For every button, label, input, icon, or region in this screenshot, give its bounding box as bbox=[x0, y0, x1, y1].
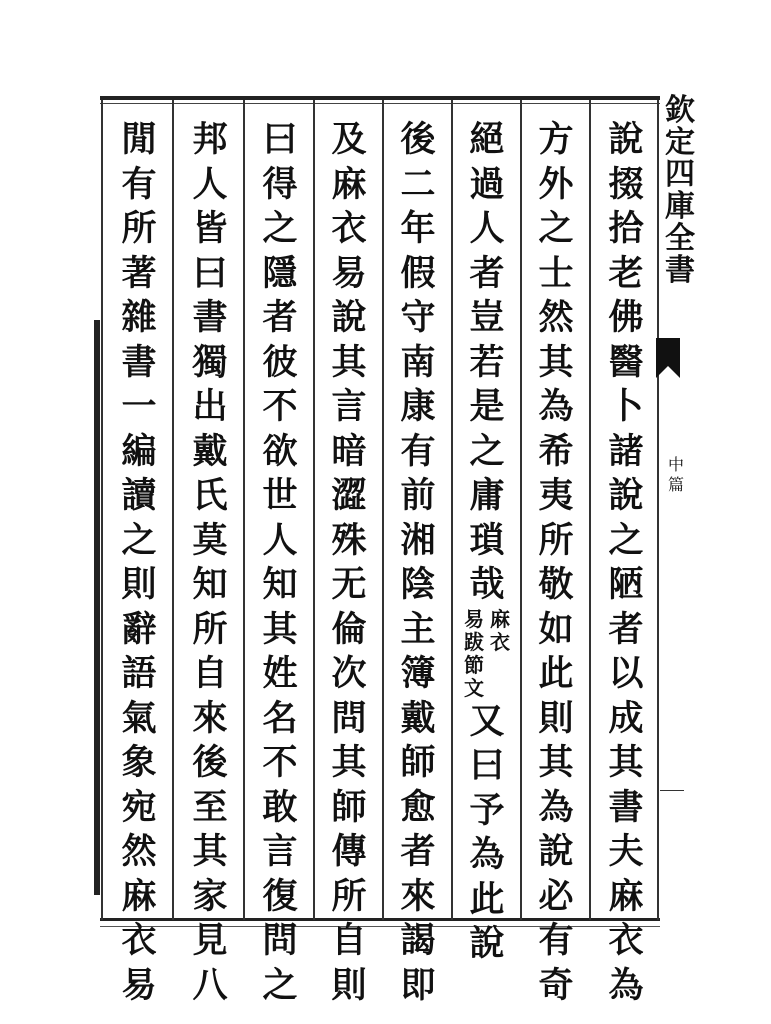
text-glyph: 陋 bbox=[608, 564, 644, 605]
text-glyph: 即 bbox=[400, 964, 436, 1006]
text-glyph: 衣 bbox=[121, 920, 157, 961]
note-glyph: 跋 bbox=[464, 629, 484, 654]
column-rule bbox=[172, 100, 174, 920]
text-column-8 bbox=[111, 118, 167, 1006]
text-glyph: 衣 bbox=[608, 920, 644, 961]
text-glyph: 曰 bbox=[262, 119, 298, 160]
text-glyph: 宛 bbox=[121, 786, 157, 828]
text-glyph: 方 bbox=[538, 119, 574, 160]
text-glyph: 則 bbox=[538, 697, 574, 739]
text-glyph: 此 bbox=[538, 653, 574, 694]
inline-note-right bbox=[487, 608, 513, 700]
text-glyph: 是 bbox=[469, 386, 505, 427]
text-glyph: 一 bbox=[121, 386, 157, 427]
text-glyph: 自 bbox=[331, 920, 367, 961]
text-glyph: 澀 bbox=[331, 475, 367, 516]
note-glyph: 易 bbox=[464, 606, 484, 631]
text-glyph: 為 bbox=[608, 964, 644, 1006]
text-glyph: 知 bbox=[262, 564, 298, 605]
text-glyph: 士 bbox=[538, 252, 574, 294]
text-glyph: 戴 bbox=[192, 430, 228, 472]
text-glyph: 過 bbox=[469, 163, 505, 205]
text-glyph: 必 bbox=[538, 875, 574, 917]
text-glyph: 殊 bbox=[331, 519, 367, 561]
column-rule bbox=[520, 100, 522, 920]
text-glyph: 之 bbox=[121, 519, 157, 561]
text-glyph: 欲 bbox=[262, 430, 298, 472]
text-glyph: 人 bbox=[262, 519, 298, 561]
column-rule bbox=[243, 100, 245, 920]
column-rule bbox=[101, 100, 103, 920]
margin-tick bbox=[660, 790, 684, 791]
text-glyph: 予 bbox=[469, 789, 505, 831]
text-glyph: 守 bbox=[400, 297, 436, 338]
text-glyph: 老 bbox=[608, 252, 644, 294]
text-glyph: 書 bbox=[121, 341, 157, 383]
text-glyph: 皆 bbox=[192, 208, 228, 249]
text-glyph: 姓 bbox=[262, 653, 298, 694]
text-glyph: 謁 bbox=[400, 920, 436, 961]
text-glyph: 問 bbox=[262, 920, 298, 961]
text-glyph: 象 bbox=[121, 742, 157, 783]
text-glyph: 獨 bbox=[192, 341, 228, 383]
text-glyph: 麻 bbox=[331, 163, 367, 205]
text-glyph: 來 bbox=[192, 697, 228, 739]
title-glyph: 書 bbox=[665, 253, 695, 288]
text-glyph: 書 bbox=[192, 297, 228, 338]
text-glyph: 八 bbox=[192, 964, 228, 1006]
text-glyph: 以 bbox=[608, 653, 644, 694]
text-glyph: 曰 bbox=[469, 745, 505, 786]
text-glyph: 諸 bbox=[608, 430, 644, 472]
section-label-margin bbox=[664, 455, 688, 495]
text-glyph: 莫 bbox=[192, 519, 228, 561]
column-rule bbox=[451, 100, 453, 920]
text-glyph: 衣 bbox=[331, 208, 367, 249]
text-glyph: 拾 bbox=[608, 208, 644, 249]
text-glyph: 主 bbox=[400, 608, 436, 650]
text-glyph: 奇 bbox=[538, 964, 574, 1006]
text-glyph: 不 bbox=[262, 386, 298, 427]
text-glyph: 其 bbox=[608, 742, 644, 783]
title-glyph: 全 bbox=[665, 221, 695, 256]
text-glyph: 倫 bbox=[331, 608, 367, 650]
column-rule bbox=[589, 100, 591, 920]
text-glyph: 知 bbox=[192, 564, 228, 605]
text-glyph: 師 bbox=[331, 786, 367, 828]
text-column-6 bbox=[252, 118, 308, 1006]
text-column-4 bbox=[390, 118, 446, 1006]
text-glyph: 語 bbox=[121, 653, 157, 694]
text-glyph: 簿 bbox=[400, 653, 436, 694]
text-glyph: 敬 bbox=[538, 564, 574, 605]
text-glyph: 者 bbox=[608, 608, 644, 650]
inline-note-left bbox=[461, 608, 487, 700]
text-glyph: 麻 bbox=[608, 875, 644, 917]
text-glyph: 豈 bbox=[469, 297, 505, 338]
text-glyph: 辭 bbox=[121, 608, 157, 650]
text-glyph: 年 bbox=[400, 208, 436, 249]
text-glyph: 邦 bbox=[192, 119, 228, 160]
text-column-5 bbox=[321, 118, 377, 1006]
note-glyph: 文 bbox=[464, 675, 484, 700]
text-glyph: 有 bbox=[400, 430, 436, 472]
text-glyph: 其 bbox=[538, 341, 574, 383]
text-glyph: 之 bbox=[608, 519, 644, 561]
text-glyph: 其 bbox=[192, 831, 228, 872]
text-glyph: 夫 bbox=[608, 831, 644, 872]
text-glyph: 及 bbox=[331, 119, 367, 160]
text-glyph: 後 bbox=[400, 119, 436, 160]
column-rule bbox=[382, 100, 384, 920]
text-glyph: 瑣 bbox=[469, 519, 505, 561]
text-glyph: 言 bbox=[262, 831, 298, 872]
text-glyph: 其 bbox=[262, 608, 298, 650]
text-glyph: 之 bbox=[469, 430, 505, 472]
section-glyph: 篇 bbox=[667, 475, 684, 494]
text-glyph: 氏 bbox=[192, 475, 228, 516]
text-glyph: 氣 bbox=[121, 697, 157, 739]
text-glyph: 次 bbox=[331, 653, 367, 694]
text-glyph: 暗 bbox=[331, 430, 367, 472]
text-glyph: 師 bbox=[400, 742, 436, 783]
text-glyph: 之 bbox=[262, 964, 298, 1006]
text-glyph: 得 bbox=[262, 163, 298, 205]
inline-note bbox=[459, 608, 515, 700]
text-glyph: 說 bbox=[469, 923, 505, 964]
text-glyph: 絕 bbox=[469, 119, 505, 160]
text-glyph: 說 bbox=[538, 831, 574, 872]
text-glyph: 傳 bbox=[331, 831, 367, 872]
text-column-7 bbox=[182, 118, 238, 1006]
column-rule bbox=[313, 100, 315, 920]
text-glyph: 言 bbox=[331, 386, 367, 427]
text-glyph: 南 bbox=[400, 341, 436, 383]
column-rule bbox=[657, 100, 659, 920]
text-glyph: 見 bbox=[192, 920, 228, 961]
text-column-3 bbox=[459, 118, 515, 964]
text-glyph: 之 bbox=[538, 208, 574, 249]
text-glyph: 人 bbox=[192, 163, 228, 205]
text-glyph: 者 bbox=[400, 831, 436, 872]
text-glyph: 其 bbox=[538, 742, 574, 783]
text-glyph: 醫 bbox=[608, 341, 644, 383]
text-glyph: 說 bbox=[608, 119, 644, 160]
text-glyph: 著 bbox=[121, 252, 157, 294]
text-glyph: 問 bbox=[331, 697, 367, 739]
text-glyph: 戴 bbox=[400, 697, 436, 739]
text-glyph: 家 bbox=[192, 875, 228, 917]
text-glyph: 湘 bbox=[400, 519, 436, 561]
text-glyph: 則 bbox=[121, 564, 157, 605]
text-glyph: 所 bbox=[331, 875, 367, 917]
text-glyph: 易 bbox=[121, 964, 157, 1006]
text-glyph: 庸 bbox=[469, 475, 505, 516]
section-glyph: 中 bbox=[667, 455, 684, 474]
text-glyph: 閒 bbox=[121, 119, 157, 160]
text-glyph: 若 bbox=[469, 341, 505, 383]
text-glyph: 曰 bbox=[192, 252, 228, 294]
text-glyph: 為 bbox=[538, 786, 574, 828]
note-glyph: 節 bbox=[464, 652, 484, 677]
title-glyph: 庫 bbox=[665, 189, 695, 224]
text-glyph: 卜 bbox=[608, 386, 644, 427]
text-glyph: 如 bbox=[538, 608, 574, 650]
title-glyph: 定 bbox=[665, 125, 695, 160]
text-glyph: 成 bbox=[608, 697, 644, 739]
text-glyph: 來 bbox=[400, 875, 436, 917]
text-glyph: 出 bbox=[192, 386, 228, 427]
text-glyph: 說 bbox=[331, 297, 367, 338]
text-glyph: 為 bbox=[538, 386, 574, 427]
text-glyph: 為 bbox=[469, 834, 505, 875]
note-glyph: 麻 bbox=[490, 606, 510, 631]
note-glyph: 衣 bbox=[490, 629, 510, 654]
text-glyph: 書 bbox=[608, 786, 644, 828]
text-glyph: 易 bbox=[331, 252, 367, 294]
text-glyph: 所 bbox=[121, 208, 157, 249]
page-border-top bbox=[100, 96, 660, 100]
text-glyph: 自 bbox=[192, 653, 228, 694]
text-glyph: 然 bbox=[538, 297, 574, 338]
text-glyph: 麻 bbox=[121, 875, 157, 917]
book-title-margin bbox=[660, 95, 700, 287]
text-glyph: 不 bbox=[262, 742, 298, 783]
text-glyph: 敢 bbox=[262, 786, 298, 828]
text-glyph: 說 bbox=[608, 475, 644, 516]
text-glyph: 夷 bbox=[538, 475, 574, 516]
title-glyph: 欽 bbox=[665, 93, 695, 128]
text-glyph: 此 bbox=[469, 878, 505, 920]
text-glyph: 名 bbox=[262, 697, 298, 739]
text-glyph: 彼 bbox=[262, 341, 298, 383]
text-glyph: 讀 bbox=[121, 475, 157, 516]
left-binding-edge bbox=[94, 320, 100, 895]
text-glyph: 有 bbox=[538, 920, 574, 961]
text-column-2 bbox=[528, 118, 584, 1006]
fish-tail-mark-icon bbox=[656, 338, 680, 378]
text-column-1 bbox=[598, 118, 654, 1006]
text-glyph: 者 bbox=[469, 252, 505, 294]
text-glyph: 隱 bbox=[262, 252, 298, 294]
text-glyph: 佛 bbox=[608, 297, 644, 338]
text-glyph: 前 bbox=[400, 475, 436, 516]
text-glyph: 所 bbox=[538, 519, 574, 561]
text-glyph: 然 bbox=[121, 831, 157, 872]
title-glyph: 四 bbox=[665, 157, 695, 192]
text-glyph: 則 bbox=[331, 964, 367, 1006]
page-border-top-inner bbox=[100, 103, 660, 104]
text-glyph: 陰 bbox=[400, 564, 436, 605]
text-glyph: 无 bbox=[331, 564, 367, 605]
text-glyph: 雜 bbox=[121, 297, 157, 338]
text-glyph: 哉 bbox=[469, 564, 505, 605]
text-glyph: 復 bbox=[262, 875, 298, 917]
text-glyph: 之 bbox=[262, 208, 298, 249]
text-glyph: 者 bbox=[262, 297, 298, 338]
text-glyph: 其 bbox=[331, 341, 367, 383]
text-glyph: 假 bbox=[400, 252, 436, 294]
text-glyph: 至 bbox=[192, 786, 228, 828]
text-glyph: 所 bbox=[192, 608, 228, 650]
text-glyph: 人 bbox=[469, 208, 505, 249]
text-glyph: 二 bbox=[400, 163, 436, 205]
text-glyph: 世 bbox=[262, 475, 298, 516]
text-glyph: 有 bbox=[121, 163, 157, 205]
text-glyph: 又 bbox=[469, 700, 505, 742]
text-glyph: 希 bbox=[538, 430, 574, 472]
text-glyph: 外 bbox=[538, 163, 574, 205]
text-glyph: 編 bbox=[121, 430, 157, 472]
text-glyph: 愈 bbox=[400, 786, 436, 828]
text-glyph: 其 bbox=[331, 742, 367, 783]
text-glyph: 後 bbox=[192, 742, 228, 783]
text-glyph: 康 bbox=[400, 386, 436, 427]
text-glyph: 掇 bbox=[608, 163, 644, 205]
